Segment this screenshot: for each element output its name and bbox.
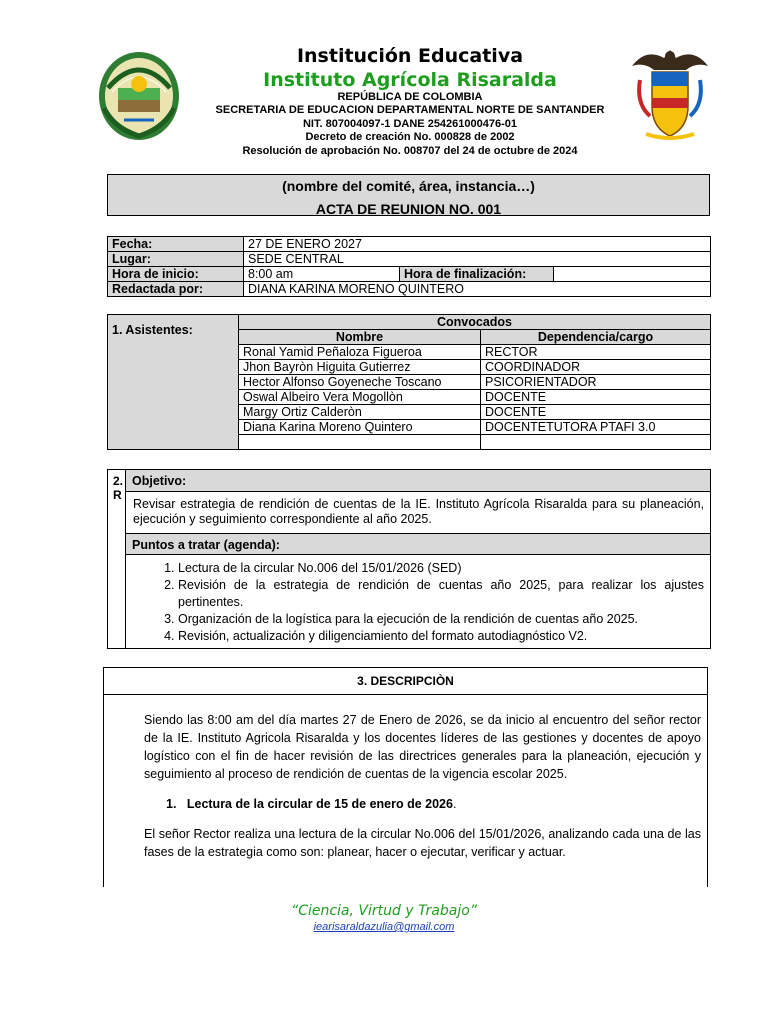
- minutes-title-box: [107, 174, 710, 216]
- written-by-label: Redactada por:: [108, 282, 244, 297]
- written-by-value: DIANA KARINA MORENO QUINTERO: [244, 282, 711, 297]
- committee-name-placeholder: (nombre del comité, área, instancia…): [282, 178, 535, 194]
- contact-email-link[interactable]: iearisaraldazulia@gmail.com: [313, 921, 455, 933]
- date-value: 27 DE ENERO 2027: [244, 237, 711, 252]
- place-label: Lugar:: [108, 252, 244, 267]
- attendee-role: DOCENTE: [481, 390, 711, 405]
- secretariat-line: SECRETARIA DE EDUCACION DEPARTAMENTAL NORTE DE SANTANDER: [215, 104, 605, 116]
- resolution-line: Resolución de aprobación No. 008707 del 24 de octubre de 2024: [242, 145, 578, 157]
- end-time-label: Hora de finalización:: [400, 267, 554, 282]
- subsection-heading: [166, 795, 456, 813]
- table-row: [108, 267, 711, 282]
- attendee-name: Hector Alfonso Goyeneche Toscano: [239, 375, 481, 390]
- nit-line: NIT. 807004097-1 DANE 254261000476-01: [302, 118, 518, 130]
- country-line: REPÚBLICA DE COLOMBIA: [337, 91, 483, 103]
- agenda-label: Puntos a tratar (agenda):: [126, 533, 710, 555]
- attendee-name: Margy Ortiz Calderòn: [239, 405, 481, 420]
- colombia-coat-of-arms-logo: [626, 44, 714, 144]
- attendee-name: Jhon Bayròn Higuita Gutierrez: [239, 360, 481, 375]
- objective-text: Revisar estrategia de rendición de cuentas de la IE. Instituto Agrícola Risaralda para su planeación, ejecución y seguimiento correspondiente al año 2025.: [133, 497, 704, 526]
- minutes-number-title: ACTA DE REUNION NO. 001: [315, 201, 502, 217]
- date-label: Fecha:: [108, 237, 244, 252]
- school-name-heading: Instituto Agrícola Risaralda: [263, 69, 557, 91]
- attendee-name: Diana Karina Moreno Quintero: [239, 420, 481, 435]
- end-time-value: [554, 267, 711, 282]
- start-time-label: Hora de inicio:: [108, 267, 244, 282]
- attendee-role: RECTOR: [481, 345, 711, 360]
- description-paragraph: El señor Rector realiza una lectura de la circular No.006 del 15/01/2026, analizando cada una de las fases de la estrategia como son: planear, hacer o ejecutar, verificar y actuar.: [144, 827, 701, 859]
- decree-line: Decreto de creación No. 000828 de 2002: [305, 131, 515, 143]
- description-paragraph: Siendo las 8:00 am del día martes 27 de Enero de 2026, se da inicio al encuentro del señor rector de la IE. Instituto Agricola Risaralda y los docentes líderes de las gestiones y docentes de apoyo logístico con el fin de hacer revisión de las directrices generales para la planeación, ejecución y seguimiento al proceso de rendición de cuentas de la vigencia escolar 2025.: [144, 713, 701, 781]
- table-row: [108, 252, 711, 267]
- attendee-role: [481, 435, 711, 450]
- summoned-header: Convocados: [239, 315, 711, 330]
- description-heading: 3. DESCRIPCIÒN: [104, 668, 707, 695]
- attendee-role: PSICORIENTADOR: [481, 375, 711, 390]
- start-time-value: 8:00 am: [244, 267, 400, 282]
- meeting-info-table: [107, 236, 711, 297]
- attendee-name: Oswal Albeiro Vera Mogollòn: [239, 390, 481, 405]
- role-column-header: Dependencia/cargo: [481, 330, 711, 345]
- place-value: SEDE CENTRAL: [244, 252, 711, 267]
- agenda-item: 4. Revisión, actualización y diligenciamiento del formato autodiagnóstico V2.: [178, 628, 704, 645]
- school-emblem-logo: [94, 48, 184, 144]
- subsection-number: 1.: [166, 797, 177, 811]
- table-row: [108, 282, 711, 297]
- attendee-name: Ronal Yamid Peñaloza Figueroa: [239, 345, 481, 360]
- attendee-role: DOCENTE: [481, 405, 711, 420]
- section-number: [113, 474, 123, 502]
- section-number-letter: R: [113, 488, 122, 502]
- school-motto: “Ciencia, Virtud y Trabajo”: [290, 903, 478, 919]
- agenda-item: 1. Lectura de la circular No.006 del 15/01/2026 (SED): [178, 560, 704, 577]
- attendee-role: DOCENTETUTORA PTAFI 3.0: [481, 420, 711, 435]
- attendees-table: [107, 314, 711, 450]
- name-column-header: Nombre: [239, 330, 481, 345]
- description-section: [103, 667, 708, 887]
- institution-heading: Institución Educativa: [296, 45, 524, 67]
- table-row: [108, 315, 711, 330]
- attendee-name: [239, 435, 481, 450]
- objective-section: [107, 469, 711, 649]
- attendee-role: COORDINADOR: [481, 360, 711, 375]
- agenda-list: [132, 560, 704, 645]
- subsection-period: .: [452, 797, 457, 811]
- attendees-label: 1. Asistentes:: [108, 315, 239, 450]
- section-number-column: [108, 470, 126, 648]
- objective-label: Objetivo:: [126, 470, 710, 492]
- subsection-title: Lectura de la circular de 15 de enero de 2026: [186, 797, 453, 811]
- section-number-text: 2.: [113, 474, 124, 488]
- table-row: [108, 237, 711, 252]
- agenda-item: 3. Organización de la logística para la ejecución de la rendición de cuentas año 2025.: [178, 611, 704, 628]
- agenda-item: 2. Revisión de la estrategia de rendición de cuentas año 2025, para realizar los ajustes pertinentes.: [178, 577, 704, 611]
